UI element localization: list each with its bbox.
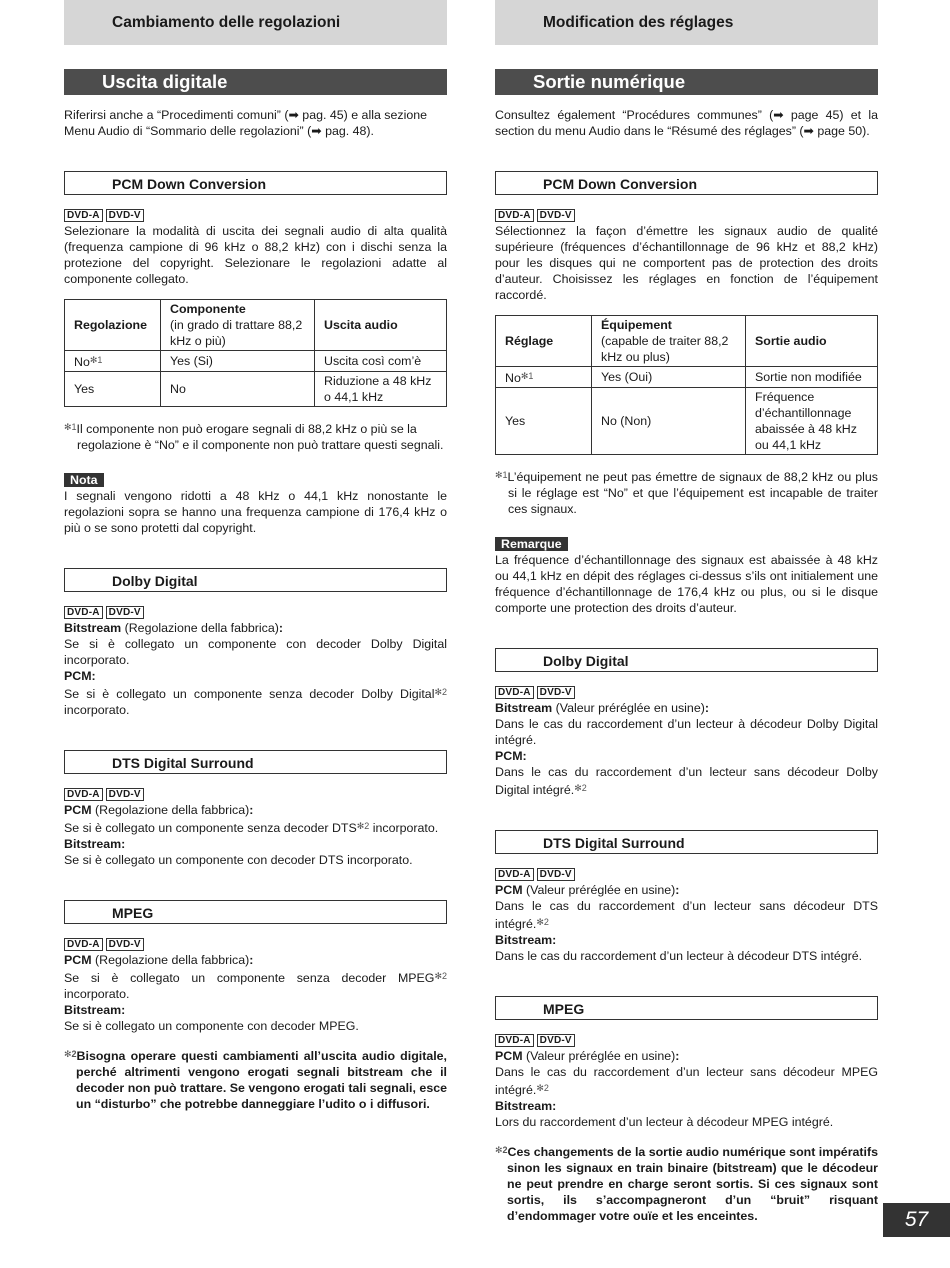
option-pcm: PCM (Valeur préréglée en usine):: [495, 883, 680, 897]
table-cell: Sortie non modifiée: [746, 367, 878, 388]
table-cell: Fréquence d’échantillonnage abaissée à 48 kHz ou 44,1 kHz: [746, 388, 878, 455]
disc-badges: [64, 788, 447, 802]
option-description: Dans le cas du raccordement d’un lecteur à décodeur DTS intégré.: [495, 949, 863, 963]
dvd-a-badge: DVD-A: [495, 868, 534, 881]
table-row: [496, 388, 878, 455]
disc-badges: [64, 938, 447, 952]
pcm-description: Sélectionnez la façon d’émettre les signaux audio de qualité supérieure (fréquences d’échantillonnage de 96 kHz et 88,2 kHz) pour les disques qui ne comportent pas de protection des droits d’auteur. Choisissez les réglages en fonction de l’équipement raccordé.: [495, 224, 878, 302]
italian-column: [64, 0, 447, 1112]
dvd-a-badge: DVD-A: [64, 606, 103, 619]
option-description: Se si è collegato un componente senza decoder $DTS^{✻2}$ incorporato.: [64, 821, 439, 835]
dvd-v-badge: DVD-V: [106, 938, 144, 951]
option-description: Se si è collegato un componente con decoder DTS incorporato.: [64, 853, 413, 867]
pcm-down-conversion-heading: PCM Down Conversion: [64, 171, 447, 195]
option-pcm: PCM:: [495, 749, 527, 763]
note-text: I segnali vengono ridotti a 48 kHz o 44,1 kHz nonostante le regolazioni sopra se hanno una frequenza campione di 176,4 kHz o più o se sono protetti dal copyright.: [64, 489, 447, 535]
table-cell: Yes (Oui): [592, 367, 746, 388]
table-header-cell: Uscita audio: [315, 300, 447, 351]
table-header-cell: Componente (in grado di trattare 88,2 kHz o più): [161, 300, 315, 351]
dvd-a-badge: DVD-A: [495, 686, 534, 699]
table-header-cell: Regolazione: [65, 300, 161, 351]
dolby-digital-heading: Dolby Digital: [495, 648, 878, 672]
option-pcm: PCM (Valeur préréglée en usine):: [495, 1049, 680, 1063]
table-cell: Riduzione a 48 kHz o 44,1 kHz: [315, 372, 447, 407]
table-cell: No (Non): [592, 388, 746, 455]
mpeg-heading: MPEG: [64, 900, 447, 924]
disc-badges: [64, 606, 447, 620]
footnote-2: $^{✻2}$Bisogna operare questi cambiamenti all’uscita audio digitale, perché altrimenti vengono erogati segnali bitstream che il decoder non può trattare. Se vengono erogati tali segnali, esce un “disturbo” che potrebbe danneggiare l’udito o i diffusori.: [64, 1049, 447, 1111]
table-header-row: [496, 316, 878, 367]
intro-text: Riferirsi anche a “Procedimenti comuni” (➡ pag. 45) e alla sezione Menu Audio di “Sommario delle regolazioni” (➡ pag. 48).: [64, 108, 427, 138]
option-description: Lors du raccordement d’un lecteur à décodeur MPEG intégré.: [495, 1115, 834, 1129]
option-bitstream: Bitstream (Valeur préréglée en usine):: [495, 701, 709, 715]
dolby-digital-heading: Dolby Digital: [64, 568, 447, 592]
pcm-down-conversion-heading: PCM Down Conversion: [495, 171, 878, 195]
option-description: Se si è collegato un componente con decoder MPEG.: [64, 1019, 359, 1033]
option-description: Dans le cas du raccordement d’un lecteur sans décodeur DTS intégré.$^{✻2}$: [495, 899, 878, 931]
table-cell: No: [161, 372, 315, 407]
disc-badges: [64, 209, 447, 223]
page-header: Modification des réglages: [495, 0, 878, 45]
option-pcm: PCM (Regolazione della fabbrica):: [64, 803, 254, 817]
note-label: Remarque: [495, 537, 568, 551]
disc-badges: [495, 868, 878, 882]
footnote-1: $^{✻1}$Il componente non può erogare segnali di 88,2 kHz o più se la regolazione è “No” e il componente non può trattare questi segnali.: [64, 422, 444, 452]
dvd-v-badge: DVD-V: [106, 606, 144, 619]
dvd-v-badge: DVD-V: [537, 868, 575, 881]
intro-text: Consultez également “Procédures communes” (➡ page 45) et la section du menu Audio dans le “Résumé des réglages” (➡ page 50).: [495, 108, 878, 138]
dts-heading: DTS Digital Surround: [64, 750, 447, 774]
disc-badges: [495, 686, 878, 700]
option-pcm: PCM:: [64, 669, 96, 683]
dvd-v-badge: DVD-V: [537, 209, 575, 222]
dvd-v-badge: DVD-V: [106, 209, 144, 222]
table-header-cell: Sortie audio: [746, 316, 878, 367]
table-row: [496, 367, 878, 388]
option-bitstream: Bitstream:: [495, 1099, 557, 1113]
dvd-a-badge: DVD-A: [64, 209, 103, 222]
dvd-a-badge: DVD-A: [64, 788, 103, 801]
option-description: Se si è collegato un componente senza decoder $MPEG^{✻2}$ incorporato.: [64, 971, 447, 1001]
pcm-settings-table: [495, 315, 878, 455]
option-description: Se si è collegato un componente senza decoder Dolby Digital$^{✻2}$ incorporato.: [64, 687, 447, 717]
option-description: Se si è collegato un componente con decoder Dolby Digital incorporato.: [64, 637, 447, 667]
footnote-2: $^{✻2}$Ces changements de la sortie audio numérique sont impératifs sinon les signaux en train binaire (bitstream) que le décodeur ne peut prendre en charge seront sortis. Si ces signaux sont sortis, ils s’accompagneront d’un “bruit” risquant d’endommager votre ouïe et les enceintes.: [495, 1145, 878, 1223]
dvd-a-badge: DVD-A: [495, 1034, 534, 1047]
option-description: Dans le cas du raccordement d’un lecteur sans décodeur Dolby Digital intégré.$^{✻2}$: [495, 765, 878, 797]
section-title: Uscita digitale: [64, 69, 447, 95]
table-header-cell: Réglage: [496, 316, 592, 367]
option-description: Dans le cas du raccordement d’un lecteur à décodeur Dolby Digital intégré.: [495, 717, 878, 747]
dvd-a-badge: DVD-A: [495, 209, 534, 222]
table-cell: Yes: [496, 388, 592, 455]
table-row: [65, 372, 447, 407]
dvd-v-badge: DVD-V: [537, 686, 575, 699]
dvd-v-badge: DVD-V: [537, 1034, 575, 1047]
table-header-cell: Équipement (capable de traiter 88,2 kHz ou plus): [592, 316, 746, 367]
table-row: [65, 351, 447, 372]
note-label: Nota: [64, 473, 104, 487]
dvd-a-badge: DVD-A: [64, 938, 103, 951]
pcm-description: Selezionare la modalità di uscita dei segnali audio di alta qualità (frequenza campione di 96 kHz o 88,2 kHz) con i dischi senza la protezione del copyright. Selezionare le regolazioni adatte al componente collegato.: [64, 224, 447, 286]
dts-heading: DTS Digital Surround: [495, 830, 878, 854]
option-bitstream: Bitstream:: [64, 837, 126, 851]
section-title: Sortie numérique: [495, 69, 878, 95]
mpeg-heading: MPEG: [495, 996, 878, 1020]
page-header: Cambiamento delle regolazioni: [64, 0, 447, 45]
option-bitstream: Bitstream (Regolazione della fabbrica):: [64, 621, 284, 635]
footnote-1: $^{✻1}$L’équipement ne peut pas émettre de signaux de 88,2 kHz ou plus si le réglage est “No” et que l’équipement est incapable de traiter ces signaux.: [495, 470, 878, 516]
table-cell: $No^{✻1}$: [65, 351, 161, 372]
page-number: 57: [883, 1203, 950, 1237]
option-description: Dans le cas du raccordement d’un lecteur sans décodeur MPEG intégré.$^{✻2}$: [495, 1065, 878, 1097]
disc-badges: [495, 209, 878, 223]
disc-badges: [495, 1034, 878, 1048]
french-column: [495, 0, 878, 1224]
table-cell: $No^{✻1}$: [496, 367, 592, 388]
option-bitstream: Bitstream:: [64, 1003, 126, 1017]
table-cell: Yes: [65, 372, 161, 407]
note-text: La fréquence d’échantillonnage des signaux est abaissée à 48 kHz ou 44,1 kHz en dépit des réglages ci-dessus s’ils ont initialement une fréquence d’échantillonnage de 176,4 kHz ou plus, ou si le disque comporte une protection des droits d’auteur.: [495, 553, 878, 615]
table-header-row: [65, 300, 447, 351]
option-pcm: PCM (Regolazione della fabbrica):: [64, 953, 254, 967]
table-cell: Uscita così com’è: [315, 351, 447, 372]
option-bitstream: Bitstream:: [495, 933, 557, 947]
pcm-settings-table: [64, 299, 447, 407]
dvd-v-badge: DVD-V: [106, 788, 144, 801]
table-cell: Yes (Si): [161, 351, 315, 372]
